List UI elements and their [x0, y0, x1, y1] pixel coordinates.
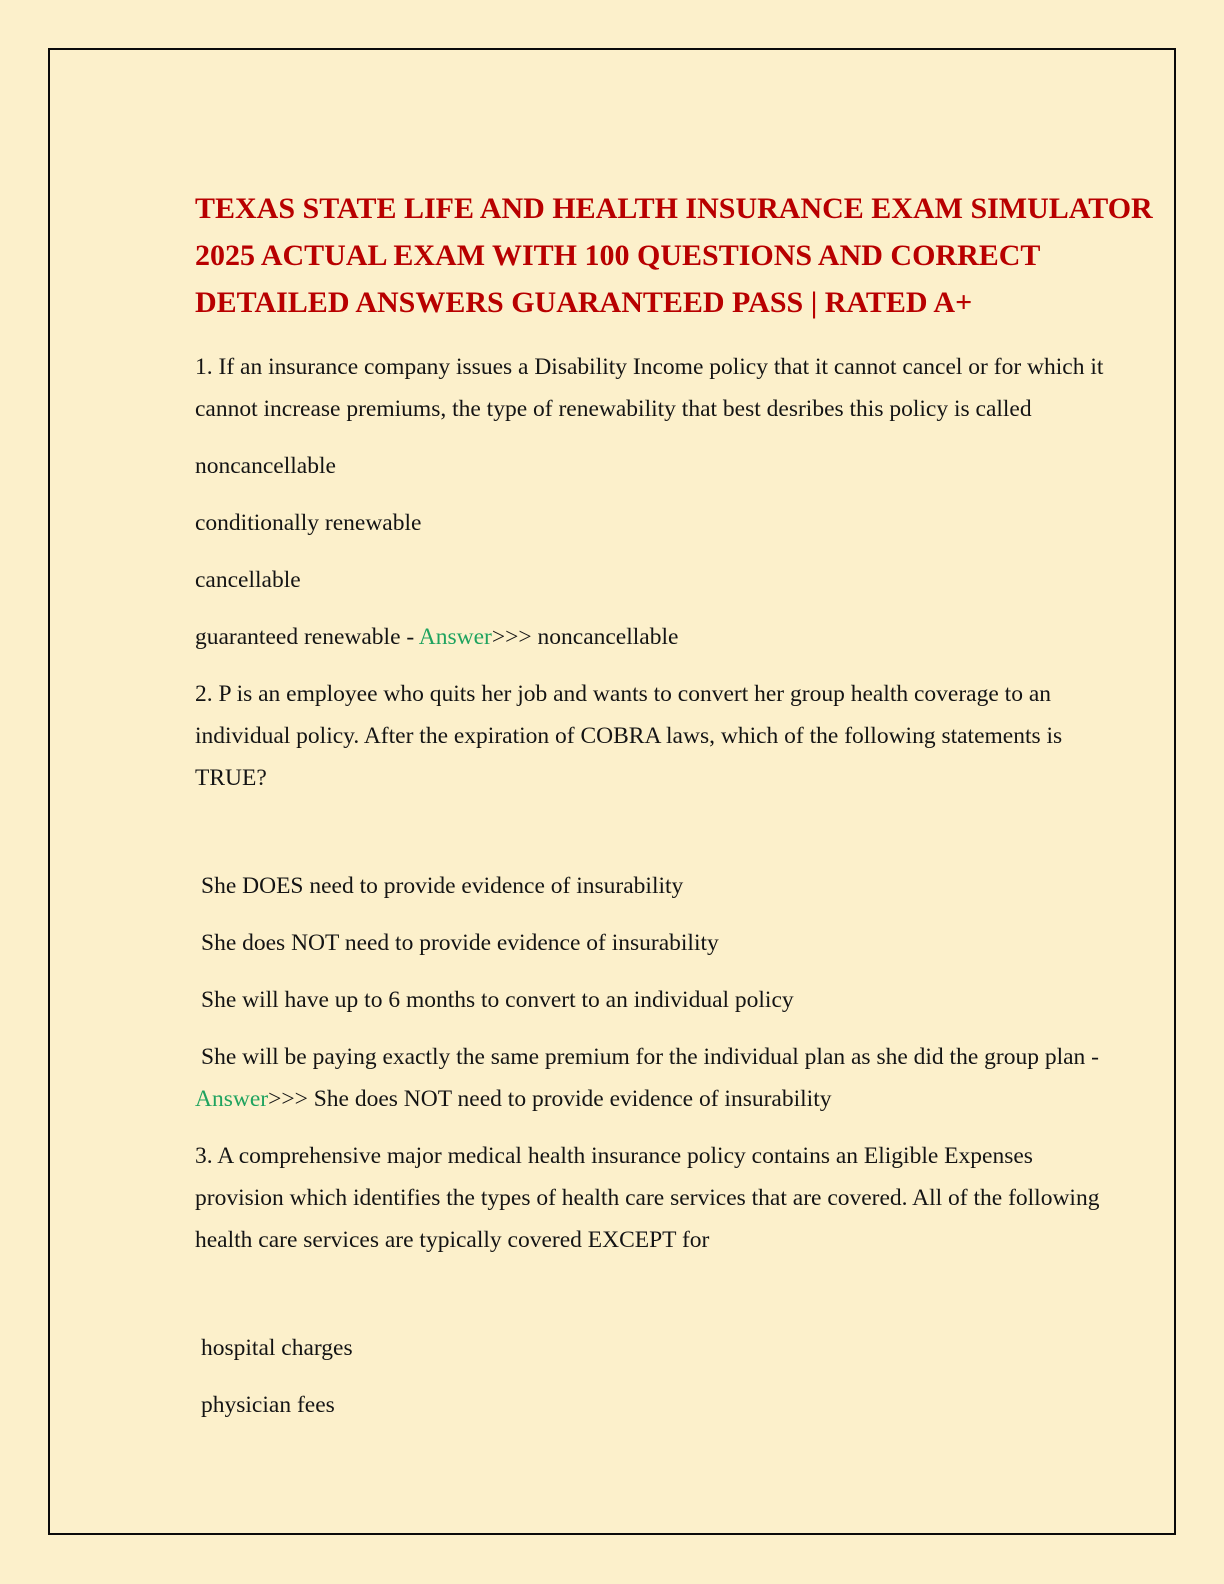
question-2-line-1: 2. P is an employee who quits her job and wants to convert her group health coverage to an [195, 681, 1051, 707]
blank-line [195, 814, 1135, 865]
q1-answer-rest: >>> noncancellable [491, 624, 679, 650]
q1-answer-label: Answer [418, 624, 492, 650]
question-3-line-3: health care services are typically covered EXCEPT for [195, 1227, 710, 1253]
question-1-text [195, 346, 1135, 430]
q1-answer-prefix: guaranteed renewable - [195, 624, 419, 650]
question-3-text [195, 1135, 1135, 1261]
document-title [195, 185, 1153, 326]
q2-answer-rest: >>> She does NOT need to provide evidence of insurability [268, 1086, 832, 1112]
question-3-line-2: provision which identifies the types of health care services that are covered. All of the following [195, 1185, 1100, 1211]
page-content [195, 185, 1153, 1441]
question-2-line-2: individual policy. After the expiration of COBRA laws, which of the following statements is [195, 723, 1063, 749]
question-3-line-1: 3. A comprehensive major medical health insurance policy contains an Eligible Expenses [195, 1143, 1033, 1169]
q2-option-2: She does NOT need to provide evidence of insurability [201, 930, 719, 956]
question-1-line-1: 1. If an insurance company issues a Disability Income policy that it cannot cancel or for which it [195, 354, 1104, 380]
q2-option-4-with-answer [195, 1036, 1135, 1120]
q2-option-4: She will be paying exactly the same premium for the individual plan as she did the group plan - [201, 1044, 1100, 1070]
question-1-line-2: cannot increase premiums, the type of renewability that best desribes this policy is called [195, 396, 1032, 422]
q2-option-3: She will have up to 6 months to convert to an individual policy [201, 987, 794, 1013]
title-line-3: DETAILED ANSWERS GUARANTEED PASS | RATED A+ [195, 286, 973, 319]
q1-option-2: conditionally renewable [195, 510, 422, 536]
q1-answer-line [195, 616, 1135, 658]
q2-answer-label: Answer [195, 1086, 269, 1112]
q1-option-1: noncancellable [195, 453, 336, 479]
title-line-2: 2025 ACTUAL EXAM WITH 100 QUESTIONS AND CORRECT [195, 239, 1041, 272]
blank-line [195, 1276, 1135, 1327]
q3-option-1: hospital charges [201, 1335, 353, 1361]
question-2-line-3: TRUE? [195, 765, 267, 791]
q3-option-2: physician fees [201, 1392, 335, 1418]
q2-answer-line [195, 1078, 1135, 1120]
question-2-text [195, 673, 1135, 799]
page-border-frame [48, 48, 1176, 1535]
title-line-1: TEXAS STATE LIFE AND HEALTH INSURANCE EXAM SIMULATOR [195, 192, 1153, 225]
q2-option-1: She DOES need to provide evidence of insurability [201, 873, 684, 899]
q1-option-3: cancellable [195, 567, 301, 593]
